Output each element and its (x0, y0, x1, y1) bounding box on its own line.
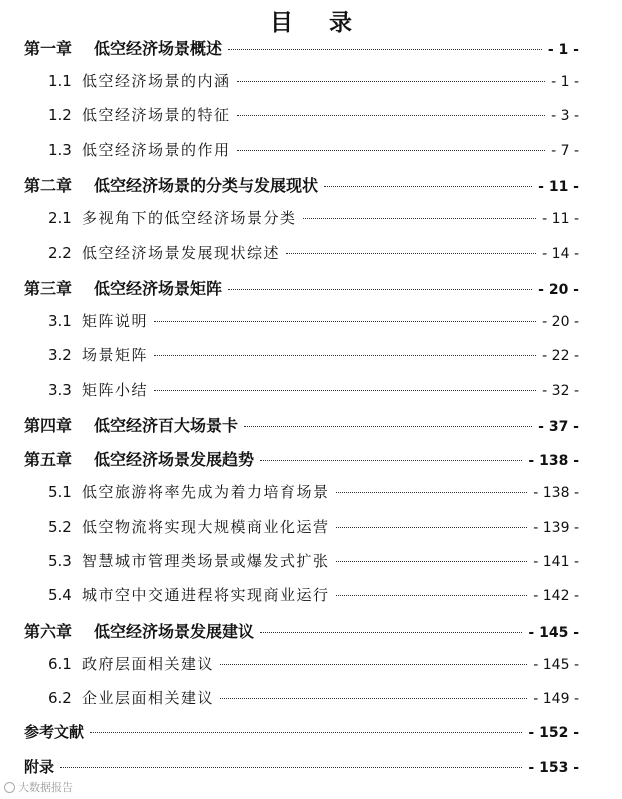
toc-page-number: - 20 - (542, 314, 579, 330)
toc-section-entry[interactable] (48, 242, 579, 263)
toc-leader-dots (336, 595, 528, 596)
toc-page-number: - 1 - (551, 74, 579, 90)
toc-entry-number: 5.2 (48, 518, 72, 536)
toc-chapter-entry[interactable] (24, 413, 579, 436)
toc-title: 目 录 (269, 9, 366, 36)
toc-chapter-entry[interactable] (24, 447, 579, 470)
toc-entry-number: 第五章 (24, 450, 73, 469)
toc-entry-title: 矩阵小结 (82, 381, 149, 399)
toc-leader-dots (336, 492, 528, 493)
toc-entry-title: 低空经济场景发展趋势 (94, 450, 255, 469)
toc-section-entry[interactable] (48, 344, 579, 365)
toc-entry-number: 5.4 (48, 586, 72, 604)
toc-section-entry[interactable] (48, 104, 579, 125)
toc-chapter-entry[interactable] (24, 619, 579, 642)
toc-leader-dots (336, 527, 528, 528)
toc-entry-title: 低空旅游将率先成为着力培育场景 (82, 483, 330, 501)
toc-entry-title: 低空经济场景的内涵 (82, 72, 231, 90)
toc-page-number: - 153 - (528, 760, 579, 776)
toc-entry-number: 3.3 (48, 381, 72, 399)
toc-entry-title: 低空经济场景矩阵 (94, 279, 223, 298)
toc-entry-title: 企业层面相关建议 (82, 689, 215, 707)
toc-entry-number: 6.2 (48, 689, 72, 707)
toc-leader-dots (228, 289, 532, 290)
toc-entry-number: 6.1 (48, 655, 72, 673)
toc-leader-dots (336, 561, 528, 562)
toc-page-number: - 145 - (528, 625, 579, 641)
toc-entry[interactable] (24, 756, 579, 777)
toc-section-entry[interactable] (48, 310, 579, 331)
toc-leader-dots (260, 632, 522, 633)
watermark-text: 大数据报告 (18, 781, 73, 794)
toc-page-number: - 20 - (538, 282, 579, 298)
toc-page-number: - 149 - (533, 691, 579, 707)
toc-section-entry[interactable] (48, 584, 579, 605)
toc-page-number: - 139 - (533, 520, 579, 536)
toc-section-entry[interactable] (48, 379, 579, 400)
toc-entry-title: 政府层面相关建议 (82, 655, 215, 673)
toc-page-number: - 145 - (533, 657, 579, 673)
toc-page-number: - 22 - (542, 348, 579, 364)
toc-entry-title: 低空经济百大场景卡 (94, 416, 239, 435)
toc-leader-dots (303, 218, 537, 219)
toc-leader-dots (237, 81, 546, 82)
toc-section-entry[interactable] (48, 207, 579, 228)
toc-page-number: - 37 - (538, 419, 579, 435)
toc-leader-dots (60, 767, 522, 768)
toc-leader-dots (220, 664, 527, 665)
toc-section-entry[interactable] (48, 550, 579, 571)
toc-page-number: - 141 - (533, 554, 579, 570)
toc-entry-number: 第三章 (24, 279, 73, 298)
toc-entry-number: 第四章 (24, 416, 73, 435)
toc-page-number: - 14 - (542, 246, 579, 262)
toc-leader-dots (237, 150, 546, 151)
toc-page-number: - 11 - (542, 211, 579, 227)
toc-chapter-entry[interactable] (24, 173, 579, 196)
toc-page-number: - 3 - (551, 108, 579, 124)
toc-entry-title: 附录 (24, 758, 55, 776)
toc-chapter-entry[interactable] (24, 36, 579, 59)
toc-entry-title: 低空经济场景的作用 (82, 141, 231, 159)
toc-leader-dots (90, 732, 522, 733)
toc-entry-title: 低空经济场景发展现状综述 (82, 244, 281, 262)
toc-leader-dots (154, 390, 536, 391)
toc-entry-number: 第六章 (24, 622, 73, 641)
toc-leader-dots (324, 186, 532, 187)
toc-entry-title: 低空物流将实现大规模商业化运营 (82, 518, 330, 536)
toc-entry-number: 1.1 (48, 72, 72, 90)
toc-entry[interactable] (24, 721, 579, 742)
toc-entry-title: 参考文献 (24, 723, 85, 741)
toc-entry-title: 低空经济场景概述 (94, 39, 223, 58)
watermark-logo-icon (4, 782, 15, 793)
toc-page-number: - 142 - (533, 588, 579, 604)
toc-leader-dots (154, 355, 536, 356)
toc-section-entry[interactable] (48, 139, 579, 160)
toc-page-number: - 7 - (551, 143, 579, 159)
toc-page-number: - 1 - (547, 42, 579, 58)
toc-page-number: - 138 - (533, 485, 579, 501)
toc-leader-dots (237, 115, 546, 116)
toc-leader-dots (228, 49, 542, 50)
toc-section-entry[interactable] (48, 70, 579, 91)
toc-leader-dots (244, 426, 532, 427)
toc-entry-title: 低空经济场景的特征 (82, 106, 231, 124)
toc-section-entry[interactable] (48, 481, 579, 502)
toc-entry-number: 1.3 (48, 141, 72, 159)
toc-chapter-entry[interactable] (24, 276, 579, 299)
toc-entry-number: 第一章 (24, 39, 73, 58)
toc-entry-number: 2.2 (48, 244, 72, 262)
toc-entry-title: 场景矩阵 (82, 346, 149, 364)
toc-leader-dots (260, 460, 522, 461)
toc-entry-title: 智慧城市管理类场景或爆发式扩张 (82, 552, 330, 570)
toc-section-entry[interactable] (48, 687, 579, 708)
toc-leader-dots (220, 698, 527, 699)
toc-entry-title: 低空经济场景发展建议 (94, 622, 255, 641)
toc-section-entry[interactable] (48, 653, 579, 674)
toc-entry-title: 多视角下的低空经济场景分类 (82, 209, 297, 227)
toc-section-entry[interactable] (48, 516, 579, 537)
toc-entry-number: 5.1 (48, 483, 72, 501)
toc-page-number: - 138 - (528, 453, 579, 469)
toc-entry-title: 城市空中交通进程将实现商业运行 (82, 586, 330, 604)
toc-entry-number: 2.1 (48, 209, 72, 227)
toc-entry-number: 5.3 (48, 552, 72, 570)
toc-entry-title: 低空经济场景的分类与发展现状 (94, 176, 319, 195)
toc-entry-number: 第二章 (24, 176, 73, 195)
toc-leader-dots (154, 321, 536, 322)
toc-page-number: - 32 - (542, 383, 579, 399)
toc-entry-number: 3.2 (48, 346, 72, 364)
toc-entry-number: 1.2 (48, 106, 72, 124)
toc-entry-title: 矩阵说明 (82, 312, 149, 330)
toc-page-number: - 11 - (538, 179, 579, 195)
toc-entry-number: 3.1 (48, 312, 72, 330)
toc-leader-dots (286, 253, 536, 254)
toc-page-number: - 152 - (528, 725, 579, 741)
watermark (4, 779, 73, 795)
